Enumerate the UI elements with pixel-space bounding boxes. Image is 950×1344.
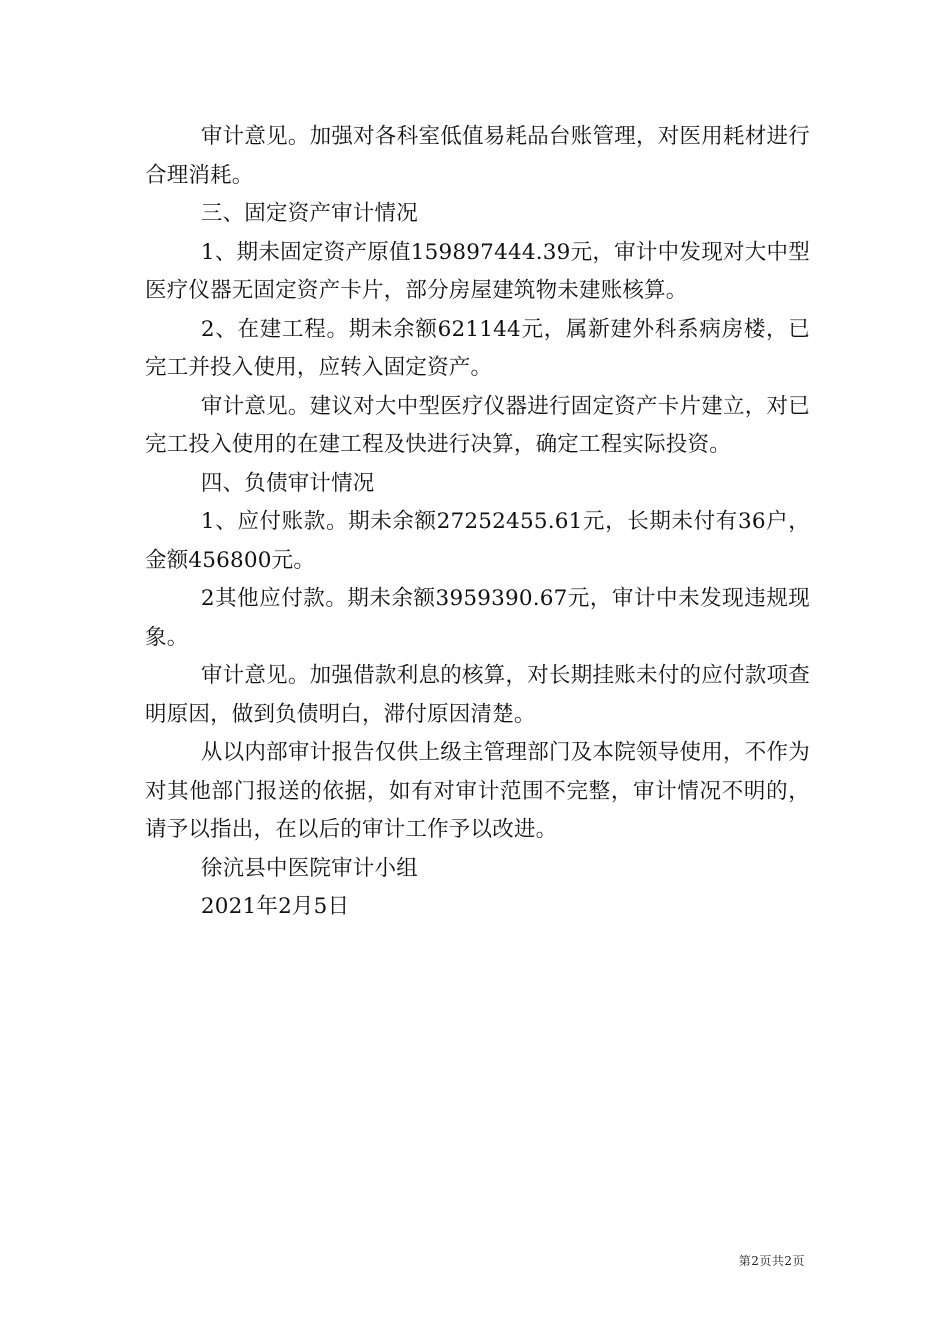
- page-indicator: 第2页共2页: [738, 1254, 805, 1268]
- paragraph-usage-note: 从以内部审计报告仅供上级主管理部门及本院领导使用，不作为对其他部门报送的依据，如有对审计范围不完整，审计情况不明的，请予以指出，在以后的审计工作予以改进。: [145, 740, 810, 842]
- paragraph-construction-in-progress: 2、在建工程。期未余额621144元，属新建外科系病房楼，已完工并投入使用，应转入固定资产。: [145, 316, 810, 380]
- paragraph-audit-opinion-3: 审计意见。加强借款利息的核算，对长期挂账未付的应付款项查明原因，做到负债明白，滞付原因清楚。: [145, 663, 810, 727]
- paragraph-fixed-assets-value: 1、期未固定资产原值159897444.39元，审计中发现对大中型医疗仪器无固定资产卡片，部分房屋建筑物未建账核算。: [145, 239, 810, 303]
- signature-group: 徐沆县中医院审计小组: [200, 855, 418, 881]
- paragraph-audit-opinion-2: 审计意见。建议对大中型医疗仪器进行固定资产卡片建立，对已完工投入使用的在建工程及快进行决算，确定工程实际投资。: [145, 393, 810, 457]
- heading-fixed-assets: 三、固定资产审计情况: [200, 201, 418, 226]
- signature-date: 2021年2月5日: [200, 894, 350, 919]
- document-body: [145, 118, 810, 927]
- paragraph-other-payables: 2其他应付款。期未余额3959390.67元，审计中未发现违规现象。: [145, 586, 810, 650]
- heading-liabilities: 四、负债审计情况: [200, 470, 375, 496]
- paragraph-accounts-payable: 1、应付账款。期未余额27252455.61元，长期未付有36户，金额456800元。: [145, 509, 810, 573]
- paragraph-audit-opinion-1: 审计意见。加强对各科室低值易耗品台账管理，对医用耗材进行合理消耗。: [145, 124, 810, 188]
